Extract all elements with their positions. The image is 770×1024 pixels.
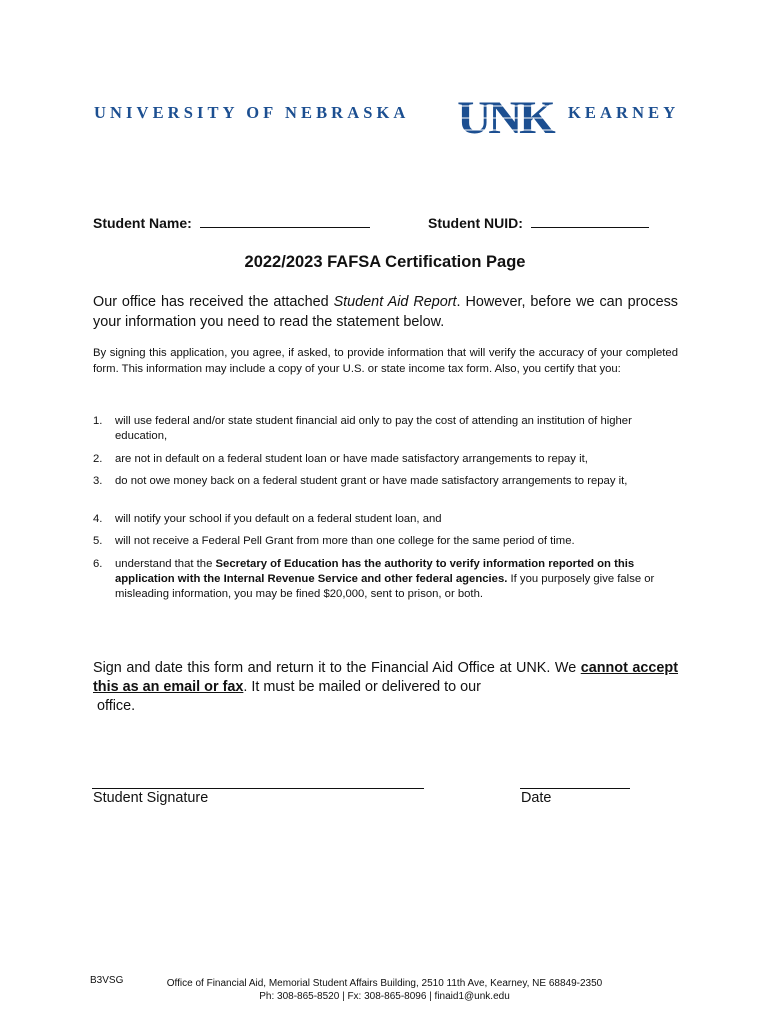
unk-logo-text: UNK	[457, 92, 553, 140]
authority-statement: Secretary of Education has the authority to verify information reported on this application with the Internal Revenue Service and other federal agencies.	[115, 558, 635, 585]
university-wordmark: UNIVERSITY OF NEBRASKA	[94, 103, 410, 122]
footer-contact: Ph: 308-865-8520 | Fx: 308-865-8096 | finaid1@unk.edu	[259, 991, 510, 1002]
list-item: 5. will not receive a Federal Pell Grant from more than one college for the same period of time.	[93, 535, 575, 547]
student-signature-label: Student Signature	[93, 790, 209, 806]
list-item: 6. understand that the Secretary of Education has the authority to verify information reported on this application with the Internal Revenue Service and other federal agencies. If you purposely give false or misleading information, you may be fined $20,000, sent to prison, or both.	[93, 558, 655, 600]
sign-instructions: Sign and date this form and return it to the Financial Aid Office at UNK. We cannot accept this as an email or fax. It must be mailed or delivered to our office.	[93, 660, 679, 714]
list-item: 2. are not in default on a federal student loan or have made satisfactory arrangements to repay it,	[93, 453, 588, 465]
student-name-line[interactable]	[200, 215, 370, 228]
student-name-field[interactable]	[93, 215, 370, 231]
consent-paragraph: By signing this application, you agree, if asked, to provide information that will verify the accuracy of your completed form. This information may include a copy of your U.S. or state income tax form. Also, you certify that you:	[93, 347, 678, 375]
no-email-fax-notice: cannot accept this as an email or fax	[93, 660, 679, 695]
campus-wordmark: KEARNEY	[568, 103, 680, 122]
student-nuid-line[interactable]	[531, 215, 649, 228]
footer-address: Office of Financial Aid, Memorial Student Affairs Building, 2510 11th Ave, Kearney, NE 68849-2350	[166, 978, 603, 989]
date-line[interactable]	[520, 788, 630, 789]
list-item: 3. do not owe money back on a federal student grant or have made satisfactory arrangements to repay it,	[93, 475, 628, 487]
student-name-label: Student Name:	[93, 215, 192, 231]
unk-logo	[454, 92, 556, 140]
intro-paragraph: Our office has received the attached Student Aid Report. However, before we can process your information you need to read the statement below.	[93, 294, 679, 330]
list-item: 4. will notify your school if you default on a federal student loan, and	[93, 513, 442, 525]
date-label: Date	[521, 790, 552, 806]
student-aid-report-text: Student Aid Report	[333, 294, 457, 310]
form-code: B3VSG	[90, 975, 124, 986]
page-title: 2022/2023 FAFSA Certification Page	[244, 253, 526, 271]
student-nuid-field[interactable]	[428, 215, 649, 231]
signature-line[interactable]	[92, 788, 424, 789]
student-nuid-label: Student NUID:	[428, 215, 523, 231]
list-item: 1. will use federal and/or state student financial aid only to pay the cost of attending an institution of higher education,	[93, 415, 632, 442]
